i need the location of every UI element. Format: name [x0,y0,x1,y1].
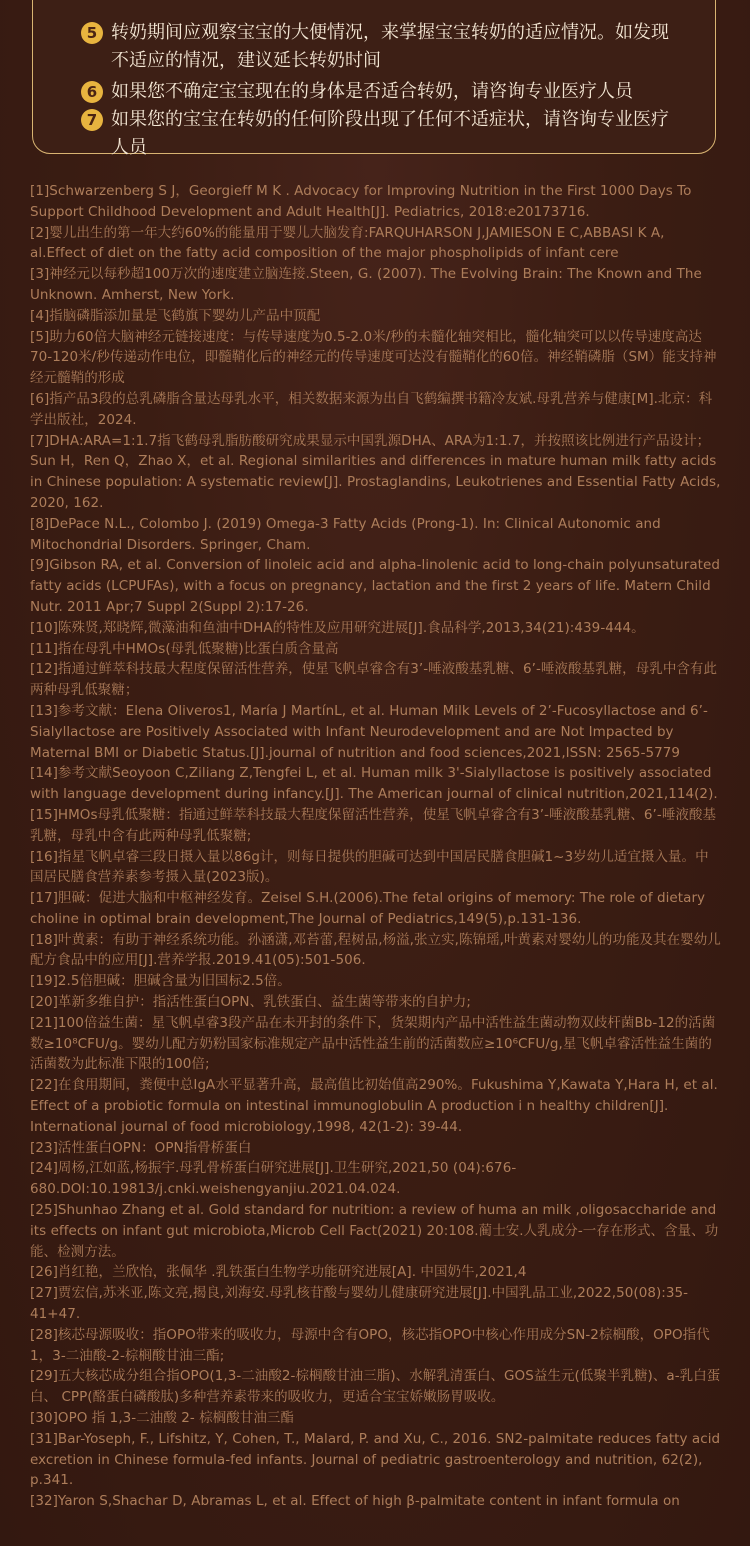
reference-item: [22]在食用期间，粪便中总IgA水平显著升高，最高值比初始值高290%。Fukushima Y,Kawata Y,Hara H, et al. Effect of a probiotic formula on intestinal immunoglobulin A production i n healthy children[J]. International journal of food microbiology,1998, 42(1-2): 39-44. [30,1077,718,1135]
reference-item: [20]革新多维自护：指活性蛋白OPN、乳铁蛋白、益生菌等带来的自护力; [30,994,471,1011]
reference-item: [30]OPO 指 1,3-二油酸 2- 棕榈酸甘油三酯 [30,1410,294,1427]
reference-item: [16]指星飞帆卓睿三段日摄入量以86g计，则每日提供的胆碱可达到中国居民膳食胆碱1~3岁幼儿适宜摄入量。中国居民膳食营养素参考摄入量(2023版)。 [30,848,709,886]
tip-number-badge: 6 [81,81,103,103]
reference-item: [29]五大核芯成分组合指OPO(1,3-二油酸2-棕榈酸甘油三脂)、水解乳清蛋白、GOS益生元(低聚半乳糖)、a-乳白蛋白、 CPP(酪蛋白磷酸肽)多种营养素带来的吸收力，更适合宝宝娇嫩肠胃吸收。 [30,1368,721,1406]
reference-item: [18]叶黄素：有助于神经系统功能。孙涵潇,邓苔蕾,程树品,杨溢,张立实,陈锦瑶,叶黄素对婴幼儿的功能及其在婴幼儿配方食品中的应用[J].营养学报.2019.41(05):501-506. [30,931,721,969]
tip-item [81,106,675,162]
reference-item: [9]Gibson RA, et al. Conversion of linoleic acid and alpha-linolenic acid to long-chain polyunsaturated fatty acids (LCPUFAs), with a focus on pregnancy, lactation and the first 2 years of life. Matern Child Nutr. 2011 Apr;7 Suppl 2(Suppl 2):17-26. [30,557,720,615]
reference-item: [4]指脑磷脂添加量是飞鹤旗下婴幼儿产品中顶配 [30,307,321,324]
tip-item [81,19,675,75]
reference-item: [14]参考文献Seoyoon C,Ziliang Z,Tengfei L, et al. Human milk 3'-Sialyllactose is positively associated with language development during infancy.[J]. The American journal of clinical nutrition,2021,114(2). [30,765,718,803]
reference-item: [8]DePace N.L., Colombo J. (2019) Omega-3 Fatty Acids (Prong-1). In: Clinical Autonomic and Mitochondrial Disorders. Springer, Cham. [30,515,661,553]
reference-item: [1]Schwarzenberg S J，Georgieff M K . Advocacy for Improving Nutrition in the First 1000 Days To Support Childhood Development and Adult Health[J]. Pediatrics, 2018:e20173716. [30,183,692,220]
reference-item: [31]Bar-Yoseph, F., Lifshitz, Y, Cohen, T., Malard, P. and Xu, C., 2016. SN2-palmitate reduces fatty acid excretion in Chinese formula-fed infants. Journal of pediatric gastroenterology and nutrition, 62(2), p.341. [30,1430,721,1489]
tip-text: 转奶期间应观察宝宝的大便情况，来掌握宝宝转奶的适应情况。如发现不适应的情况，建议延长转奶时间 [111,22,669,71]
transition-tips-card [32,0,716,158]
reference-item: [17]胆碱：促进大脑和中枢神经发育。Zeisel S.H.(2006).The fetal origins of memory: The role of dietary choline in optimal brain development,The Journal of Pediatrics,149(5),p.131-136. [30,890,706,927]
reference-item: [12]指通过鲜萃科技最大程度保留活性营养，使星飞帆卓睿含有3’-唾液酸基乳糖、6’-唾液酸基乳糖，母乳中含有此两种母乳低聚糖； [30,661,718,699]
reference-item: [10]陈殊贤,郑晓辉,微藻油和鱼油中DHA的特性及应用研究进展[J].食品科学,2013,34(21):439-444。 [30,619,645,636]
references-list [30,181,722,1512]
reference-item: [23]活性蛋白OPN：OPN指骨桥蛋白 [30,1139,252,1156]
reference-item: [27]贾宏信,苏米亚,陈文亮,揭良,刘海安.母乳核苷酸与婴幼儿健康研究进展[J].中国乳品工业,2022,50(08):35-41+47. [30,1285,689,1323]
reference-item: [28]核芯母源吸收：指OPO带来的吸收力，母源中含有OPO，核芯指OPO中核心作用成分SN-2棕榈酸，OPO指代1，3-二油酸-2-棕榈酸甘油三酯; [30,1326,710,1364]
tip-item [81,78,675,106]
tip-number-badge: 7 [81,109,103,131]
tip-number-badge: 5 [81,22,103,44]
reference-item: [32]Yaron S,Shachar D, Abramas L, et al. Effect of high β-palmitate content in infant formula on [30,1493,680,1510]
reference-item: [6]指产品3段的总乳磷脂含量达母乳水平，相关数据来源为出自飞鹤编撰书籍冷友斌.母乳营养与健康[M].北京：科学出版社，2024. [30,390,713,428]
reference-item: [5]助力60倍大脑神经元链接速度：与传导速度为0.5-2.0米/秒的未髓化轴突相比，髓化轴突可以以传导速度高达70-120米/秒传递动作电位，即髓鞘化后的神经元的传导速度可达没有髓鞘化的60倍。神经鞘磷脂（SM）能支持神经元髓鞘的形成 [30,328,717,387]
reference-item: [2]婴儿出生的第一年大约60%的能量用于婴儿大脑发育:FARQUHARSON J,JAMIESON E C,ABBASI K A, al.Effect of diet on the fatty acid composition of the major phospholipids of infant cere [30,224,665,262]
reference-item: [13]参考文献：Elena Oliveros1, María J MartínL, et al. Human Milk Levels of 2’-Fucosyllactose and 6’-Sialyllactose are Positively Associated with Infant Neurodevelopment and are Not Impacted by Maternal BMI or Diabetic Status.[J].journal of nutrition and food sciences,2021,ISSN: 2565-5779 [30,702,708,761]
reference-item: [21]100倍益生菌：星飞帆卓睿3段产品在未开封的条件下，货架期内产品中活性益生菌动物双歧杆菌Bb-12的活菌数≥10⁸CFU/g。婴幼儿配方奶粉国家标准规定产品中活性益生前的活菌数应≥10⁶CFU/g,星飞帆卓睿活性益生菌的活菌数为此标准下限的100倍; [30,1014,716,1073]
reference-item: [19]2.5倍胆碱：胆碱含量为旧国标2.5倍。 [30,973,291,990]
tip-text: 如果您不确定宝宝现在的身体是否适合转奶，请咨询专业医疗人员 [111,81,633,102]
tip-text: 如果您的宝宝在转奶的任何阶段出现了任何不适症状，请咨询专业医疗人员 [111,109,669,158]
reference-item: [26]肖红艳，兰欣怡，张佩华 .乳铁蛋白生物学功能研究进展[A]. 中国奶牛,2021,4 [30,1264,527,1281]
reference-item: [7]DHA:ARA=1:1.7指飞鹤母乳脂肪酸研究成果显示中国乳源DHA、ARA为1:1.7，并按照该比例进行产品设计；Sun H，Ren Q，Zhao X，et al. Regional similarities and differences in mature human milk fatty acids in Chinese population: A systematic review[J]. Prostaglandins, Leukotrienes and Essential Fatty Acids, 2020, 162. [30,432,721,511]
reference-item: [15]HMOs母乳低聚糖：指通过鲜萃科技最大程度保留活性营养，使星飞帆卓睿含有3’-唾液酸基乳糖、6’-唾液酸基乳糖，母乳中含有此两种母乳低聚糖; [30,806,717,844]
reference-item: [11]指在母乳中HMOs(母乳低聚糖)比蛋白质含量高 [30,640,339,657]
reference-item: [3]神经元以每秒超100万次的速度建立脑连接.Steen, G. (2007). The Evolving Brain: The Known and The Unknown. Amherst, New York. [30,266,702,303]
reference-item: [25]Shunhao Zhang et al. Gold standard for nutrition: a review of huma an milk ,oligosaccharide and its effects on infant gut microbiota,Microb Cell Fact(2021) 20:108.蔺士安.人乳成分-一存在形式、含量、功能、检测方法。 [30,1202,719,1260]
reference-item: [24]周杨,江如蓝,杨振宇.母乳骨桥蛋白研究进展[J].卫生研究,2021,50 (04):676-680.DOI:10.19813/j.cnki.weishengyanjiu.2021.04.024. [30,1160,517,1198]
